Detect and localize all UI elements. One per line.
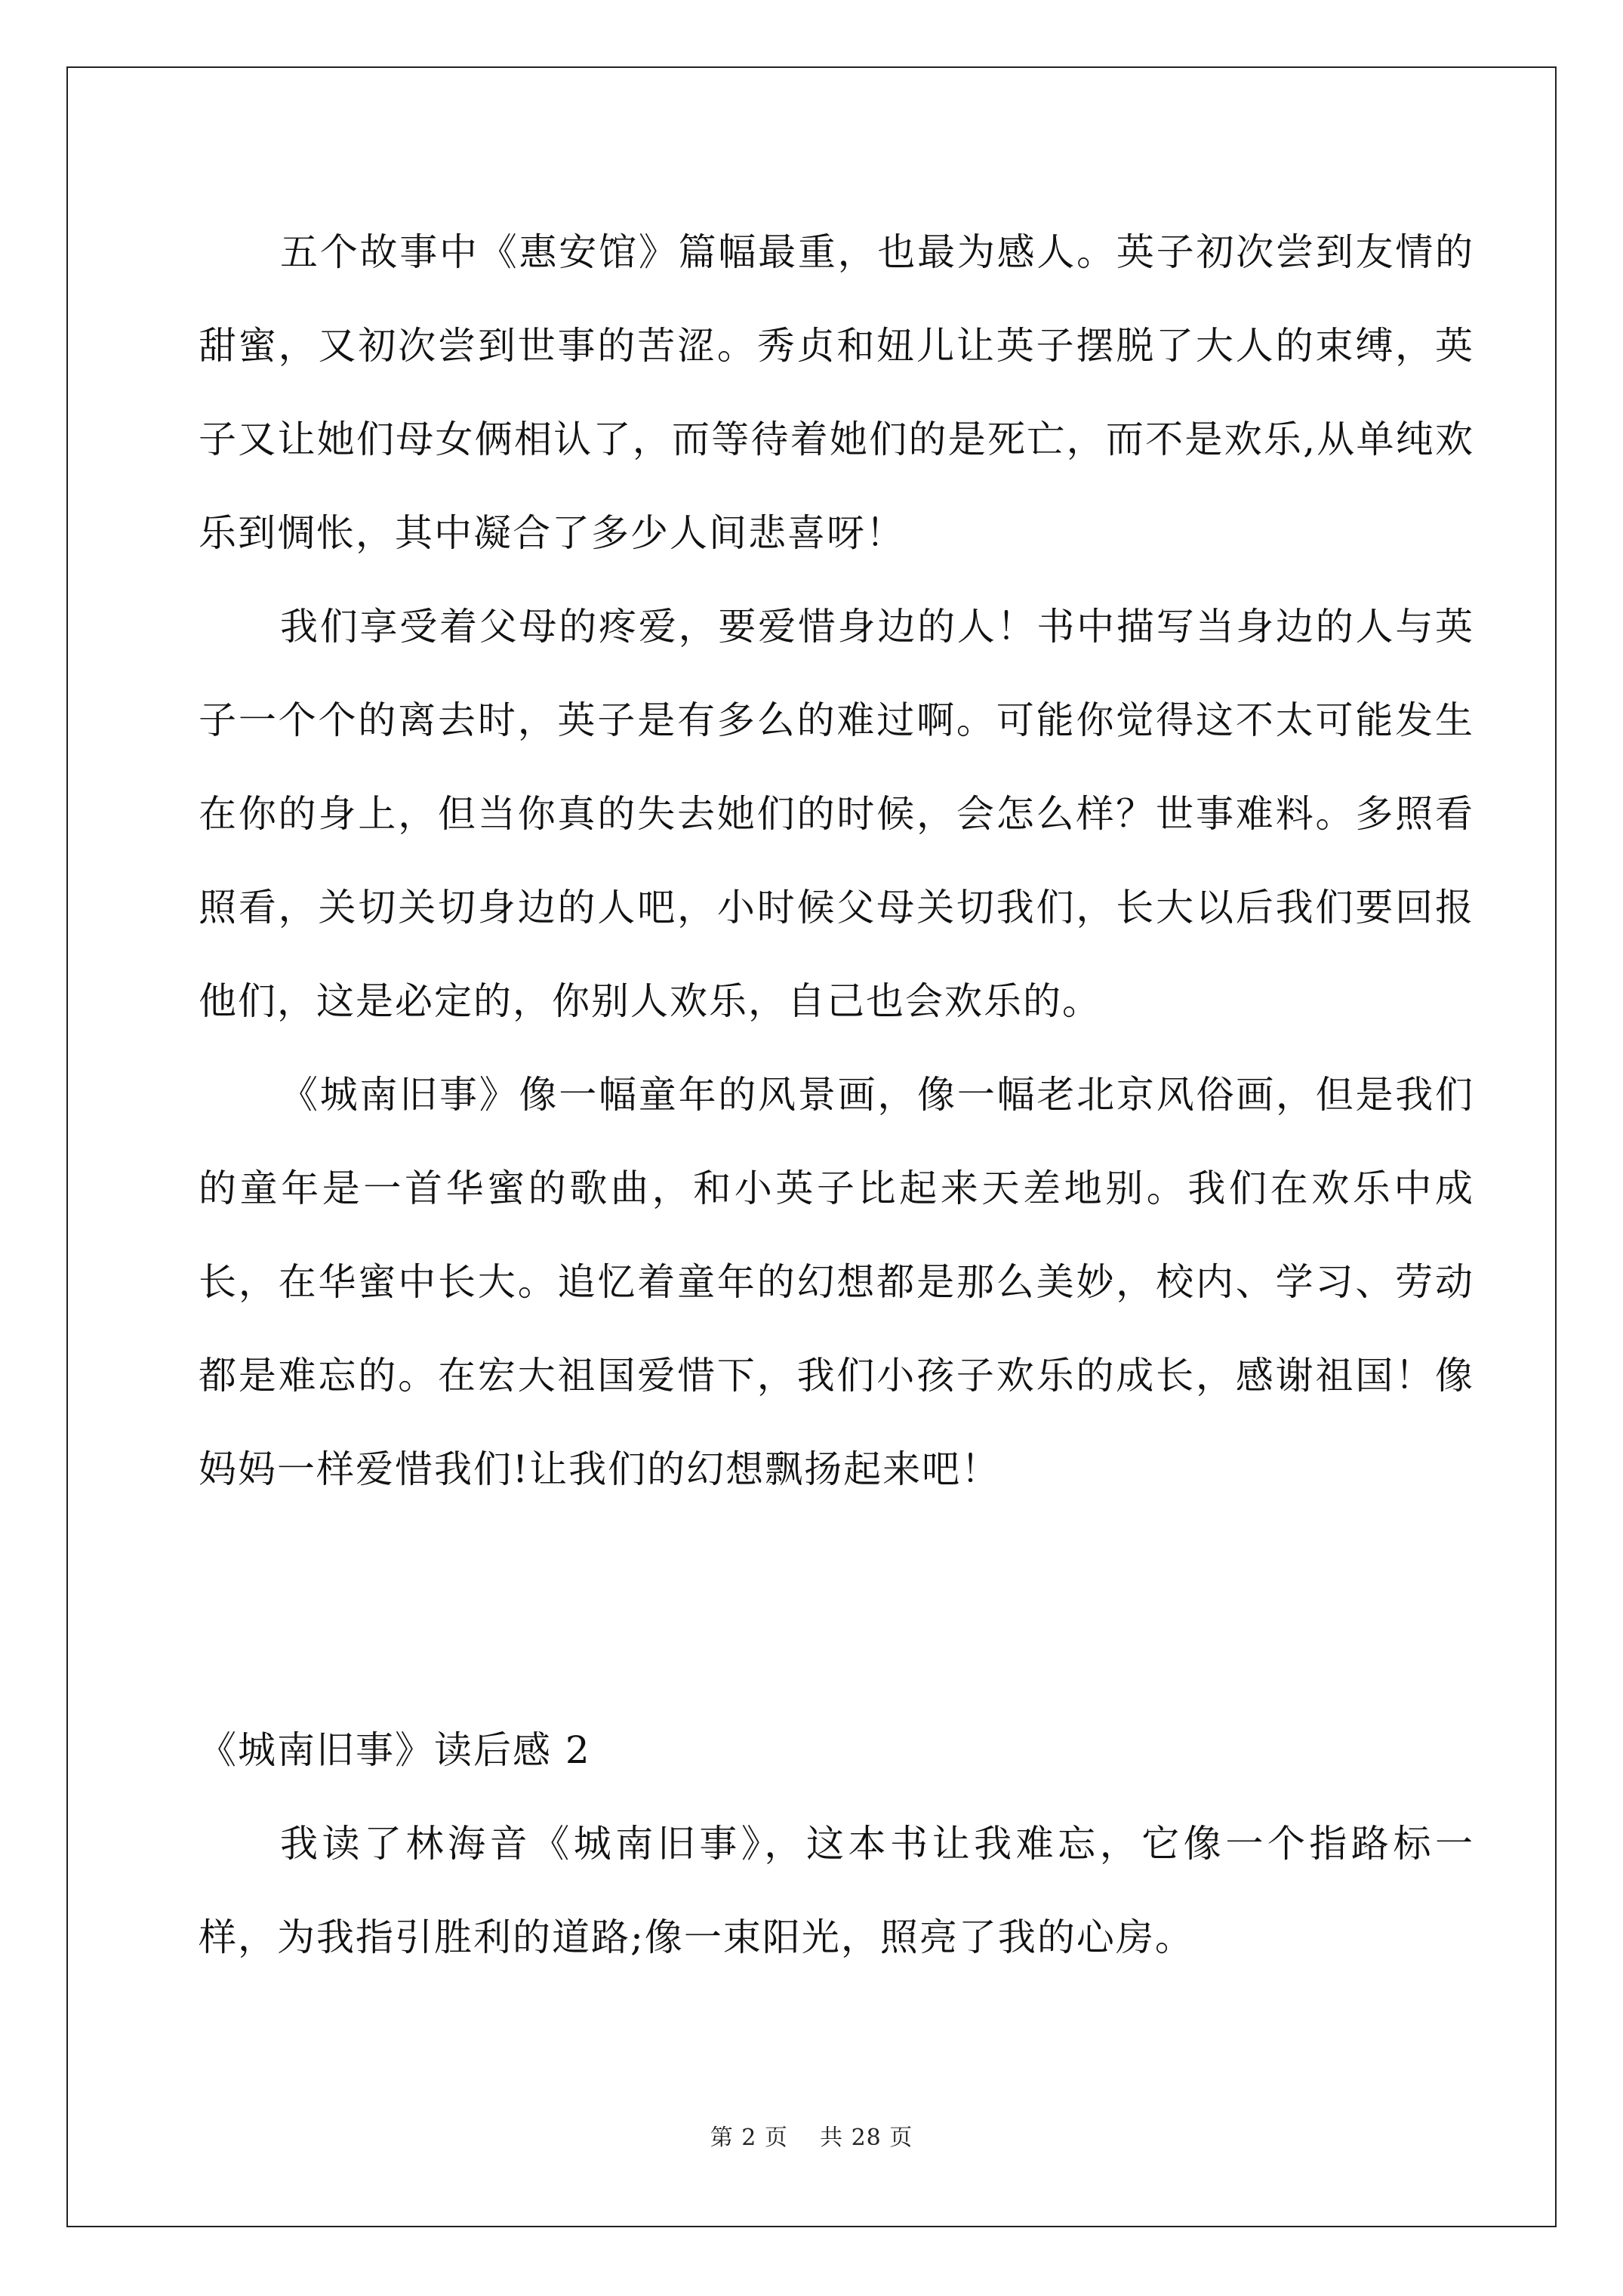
page-footer xyxy=(0,2123,1623,2153)
paragraph-2: 我们享受着父母的疼爱，要爱惜身边的人！书中描写当身边的人与英子一个个的离去时，英子是有多么的难过啊。可能你觉得这不太可能发生在你的身上，但当你真的失去她们的时候，会怎么样？世事难料。多照看照看，关切关切身边的人吧，小时候父母关切我们，长大以后我们要回报他们，这是必定的，你别人欢乐，自己也会欢乐的。 xyxy=(199,605,1474,1023)
page-number: 第 2 页 xyxy=(710,2125,788,2151)
page-total: 共 28 页 xyxy=(820,2125,913,2151)
section-paragraph-1: 我读了林海音《城南旧事》，这本书让我难忘，它像一个指路标一样，为我指引胜利的道路;像一束阳光，照亮了我的心房。 xyxy=(199,1822,1474,1959)
paragraph-1: 五个故事中《惠安馆》篇幅最重，也最为感人。英子初次尝到友情的甜蜜，又初次尝到世事的苦涩。秀贞和妞儿让英子摆脱了大人的束缚，英子又让她们母女俩相认了，而等待着她们的是死亡，而不是欢乐,从单纯欢乐到惆怅，其中凝合了多少人间悲喜呀！ xyxy=(199,230,1474,555)
paragraph-3: 《城南旧事》像一幅童年的风景画，像一幅老北京风俗画，但是我们的童年是一首华蜜的歌曲，和小英子比起来天差地别。我们在欢乐中成长，在华蜜中长大。追忆着童年的幻想都是那么美妙，校内、学习、劳动都是难忘的。在宏大祖国爱惜下，我们小孩子欢乐的成长，感谢祖国！像妈妈一样爱惜我们!让我们的幻想飘扬起来吧！ xyxy=(199,1073,1474,1491)
section-heading: 《城南旧事》读后感 2 xyxy=(199,1728,591,1772)
